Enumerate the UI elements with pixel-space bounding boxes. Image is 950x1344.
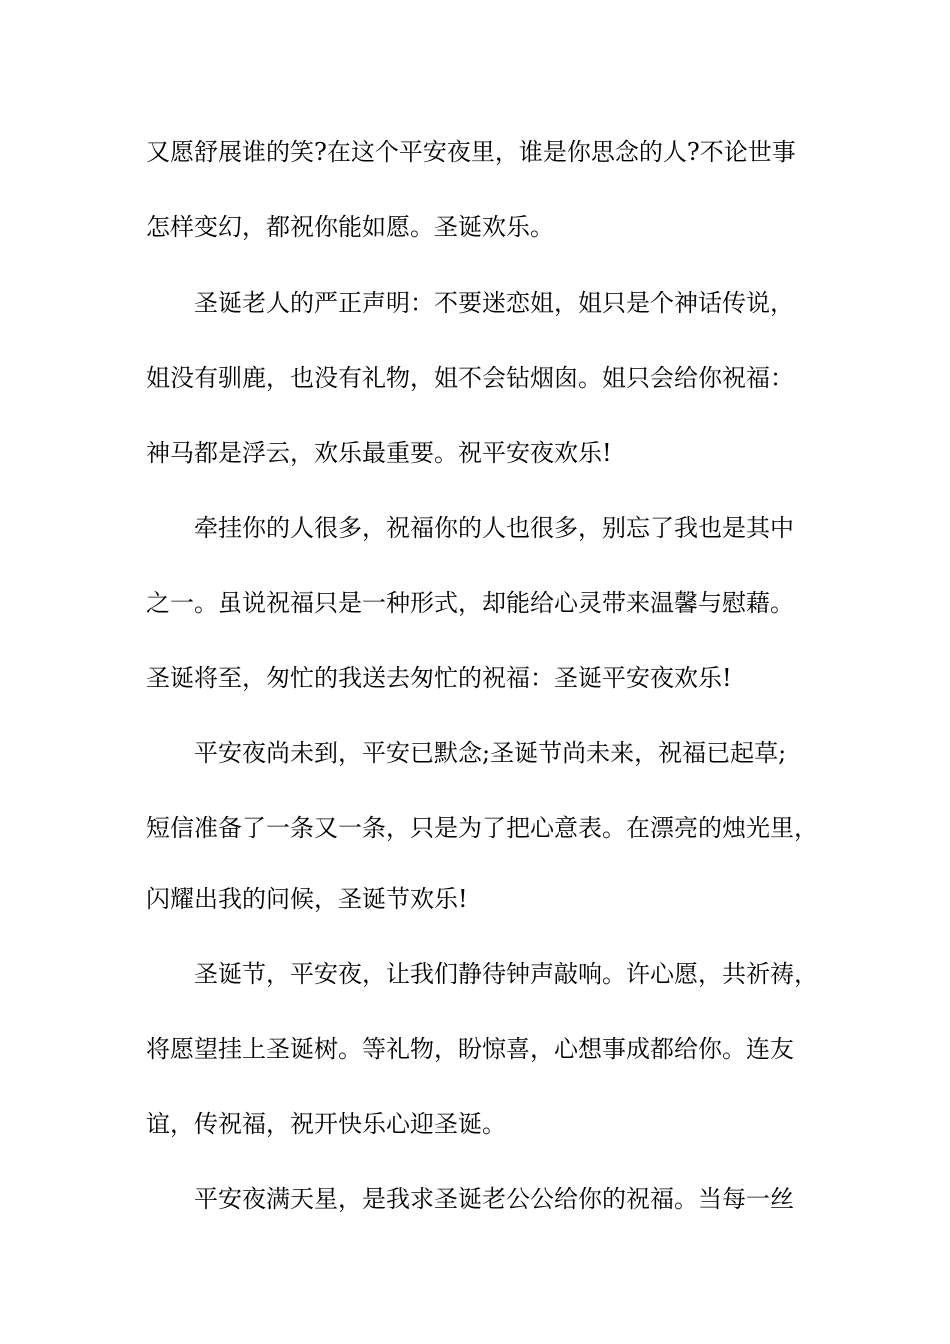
paragraph-6-line-1: 平安夜满天星，是我求圣诞老公公给你的祝福。当每一丝 — [194, 1185, 794, 1213]
paragraph-5-line-1: 圣诞节，平安夜，让我们静待钟声敲响。许心愿，共祈祷， — [194, 960, 818, 988]
text-line-5: 神马都是浮云，欢乐最重要。祝平安夜欢乐! — [146, 439, 612, 467]
text-line-2: 怎样变幻，都祝你能如愿。圣诞欢乐。 — [146, 213, 554, 241]
text-line-4: 姐没有驯鹿，也没有礼物，姐不会钻烟囱。姐只会给你祝福： — [146, 364, 794, 392]
paragraph-4-line-1: 平安夜尚未到，平安已默念;圣诞节尚未来，祝福已起草; — [194, 739, 787, 767]
text-line-10: 短信准备了一条又一条，只是为了把心意表。在漂亮的烛光里， — [146, 814, 818, 842]
paragraph-2-line-1: 圣诞老人的严正声明：不要迷恋姐，姐只是个神话传说， — [194, 289, 794, 317]
text-line-14: 谊，传祝福，祝开快乐心迎圣诞。 — [146, 1110, 506, 1138]
text-line-7: 之一。虽说祝福只是一种形式，却能给心灵带来温馨与慰藉。 — [146, 589, 794, 617]
text-line-1: 又愿舒展谁的笑?在这个平安夜里，谁是你思念的人?不论世事 — [146, 138, 796, 166]
text-line-11: 闪耀出我的问候，圣诞节欢乐! — [146, 885, 468, 913]
paragraph-3-line-1: 牵挂你的人很多，祝福你的人也很多，别忘了我也是其中 — [194, 514, 794, 542]
text-line-13: 将愿望挂上圣诞树。等礼物，盼惊喜，心想事成都给你。连友 — [146, 1035, 794, 1063]
text-line-8: 圣诞将至，匆忙的我送去匆忙的祝福：圣诞平安夜欢乐! — [146, 664, 732, 692]
